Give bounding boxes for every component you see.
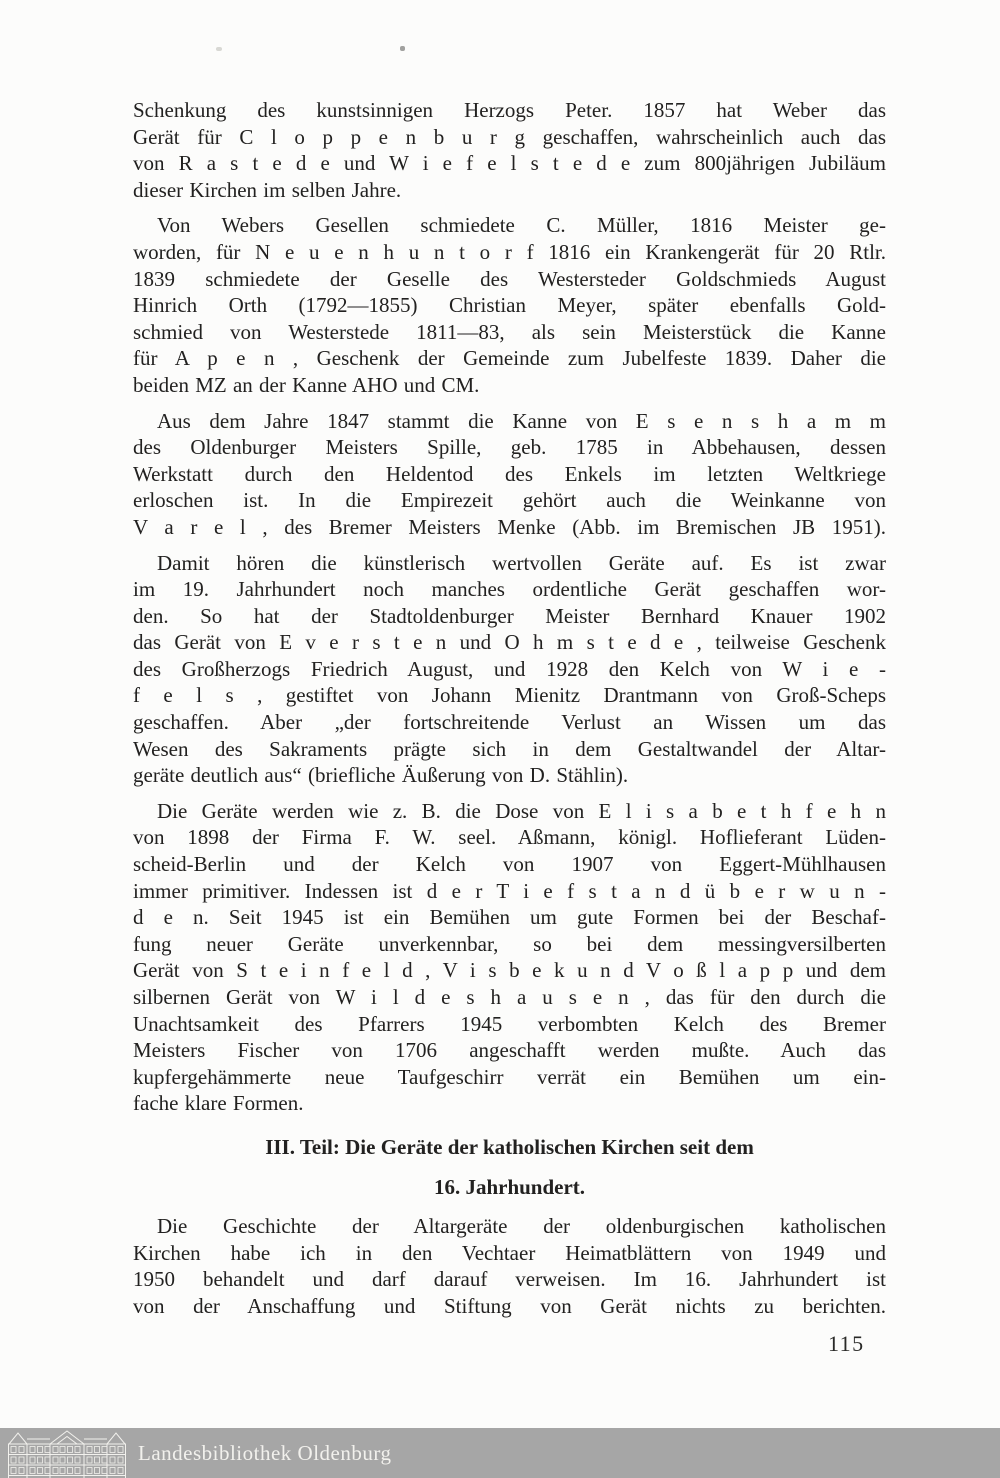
paragraph bbox=[133, 97, 886, 203]
text-line: f e l s , gestiftet von Johann Mienitz Drantmann von Groß-Scheps bbox=[133, 683, 886, 708]
body-text bbox=[133, 97, 886, 1319]
text-line: Kirchen habe ich in den Vechtaer Heimatblättern von 1949 und bbox=[133, 1240, 886, 1265]
text-line: Damit hören die künstlerisch wertvollen Geräte auf. Es ist zwar bbox=[157, 550, 886, 575]
text-line: Meisters Fischer von 1706 angeschafft werden mußte. Auch das bbox=[133, 1038, 886, 1063]
text-line: scheid-Berlin und der Kelch von 1907 von Eggert-Mühlhausen bbox=[133, 852, 886, 877]
footer-bar bbox=[0, 1428, 1000, 1478]
text-line: geräte deutlich aus“ (briefliche Äußerung von D. Stählin). bbox=[133, 763, 629, 788]
text-line: silbernen Gerät von W i l d e s h a u s e n , das für den durch die bbox=[133, 985, 886, 1009]
section-heading bbox=[133, 1134, 886, 1200]
text-line: dieser Kirchen im selben Jahre. bbox=[133, 177, 402, 202]
text-line: 1950 behandelt und darf darauf verweisen. Im 16. Jahrhundert ist bbox=[133, 1267, 886, 1292]
text-line: im 19. Jahrhundert noch manches ordentliche Gerät geschaffen wor- bbox=[133, 577, 886, 602]
text-line: Unachtsamkeit des Pfarrers 1945 verbombten Kelch des Bremer bbox=[133, 1011, 886, 1036]
text-line: des Oldenburger Meisters Spille, geb. 1785 in Abbehausen, dessen bbox=[133, 435, 886, 460]
text-line: kupfergehämmerte neue Taufgeschirr verrät ein Bemühen um ein- bbox=[133, 1064, 886, 1089]
page-number: 115 bbox=[828, 1331, 865, 1356]
text-line: Gerät von S t e i n f e l d , V i s b e k u n d V o ß l a p p und dem bbox=[133, 958, 886, 983]
section-heading-line: III. Teil: Die Geräte der katholischen Kirchen seit dem bbox=[265, 1134, 754, 1159]
text-line: Wesen des Sakraments prägte sich in dem Gestaltwandel der Altar- bbox=[133, 736, 886, 761]
text-line: Die Geschichte der Altargeräte der oldenburgischen katholischen bbox=[157, 1213, 886, 1238]
text-line: Werkstatt durch den Heldentod des Enkels im letzten Weltkriege bbox=[133, 461, 886, 486]
text-line: Die Geräte werden wie z. B. die Dose von E l i s a b e t h f e h n bbox=[157, 798, 886, 823]
text-line: erloschen ist. In die Empirezeit gehört auch die Weinkanne von bbox=[133, 488, 886, 513]
text-line: von 1898 der Firma F. W. seel. Aßmann, königl. Hoflieferant Lüden- bbox=[133, 825, 886, 850]
text-line: immer primitiver. Indessen ist d e r T i e f s t a n d ü b e r w u n - bbox=[133, 878, 886, 903]
text-line: schmied von Westerstede 1811—83, als sein Meisterstück die Kanne bbox=[133, 319, 886, 344]
text-line: V a r e l , des Bremer Meisters Menke (Abb. im Bremischen JB 1951). bbox=[133, 514, 886, 539]
library-name: Landesbibliothek Oldenburg bbox=[138, 1441, 392, 1465]
text-line: Gerät für C l o p p e n b u r g geschaffen, wahrscheinlich auch das bbox=[133, 124, 886, 149]
paragraph bbox=[133, 408, 886, 541]
text-line: fung neuer Geräte unverkennbar, so bei dem messingversilberten bbox=[133, 931, 886, 956]
text-line: für A p e n , Geschenk der Gemeinde zum Jubelfeste 1839. Daher die bbox=[133, 346, 886, 371]
text-line: beiden MZ an der Kanne AHO und CM. bbox=[133, 372, 480, 397]
library-building-logo bbox=[8, 1430, 126, 1478]
text-line: das Gerät von E v e r s t e n und O h m s t e d e , teilweise Geschenk bbox=[133, 630, 886, 655]
text-line: von der Anschaffung und Stiftung von Gerät nichts zu berichten. bbox=[133, 1293, 886, 1318]
text-line: des Großherzogs Friedrich August, und 1928 den Kelch von W i e - bbox=[133, 656, 886, 681]
text-line: 1839 schmiedete der Geselle des Westersteder Goldschmieds August bbox=[133, 266, 886, 291]
paragraph bbox=[133, 1213, 886, 1319]
text-line: Von Webers Gesellen schmiedete C. Müller, 1816 Meister ge- bbox=[157, 213, 886, 238]
text-line: Schenkung des kunstsinnigen Herzogs Peter. 1857 hat Weber das bbox=[133, 98, 886, 122]
text-line: Aus dem Jahre 1847 stammt die Kanne von E s e n s h a m m bbox=[157, 408, 886, 433]
paragraph bbox=[133, 212, 886, 398]
paragraph bbox=[133, 550, 886, 789]
scan-speck bbox=[216, 47, 222, 51]
section-heading-line: 16. Jahrhundert. bbox=[433, 1174, 586, 1199]
text-line: Hinrich Orth (1792—1855) Christian Meyer, später ebenfalls Gold- bbox=[133, 293, 886, 318]
text-line: worden, für N e u e n h u n t o r f 1816 ein Krankengerät für 20 Rtlr. bbox=[133, 239, 886, 264]
text-line: geschaffen. Aber „der fortschreitende Verlust an Wissen um das bbox=[133, 710, 886, 735]
paragraph bbox=[133, 798, 886, 1117]
text-line: von R a s t e d e und W i e f e l s t e d e zum 800jährigen Jubiläum bbox=[133, 151, 886, 176]
text-line: d e n. Seit 1945 ist ein Bemühen um gute Formen bei der Beschaf- bbox=[133, 905, 886, 930]
scan-speck bbox=[400, 46, 405, 51]
text-line: den. So hat der Stadtoldenburger Meister Bernhard Knauer 1902 bbox=[133, 603, 886, 628]
text-line: fache klare Formen. bbox=[133, 1091, 304, 1116]
